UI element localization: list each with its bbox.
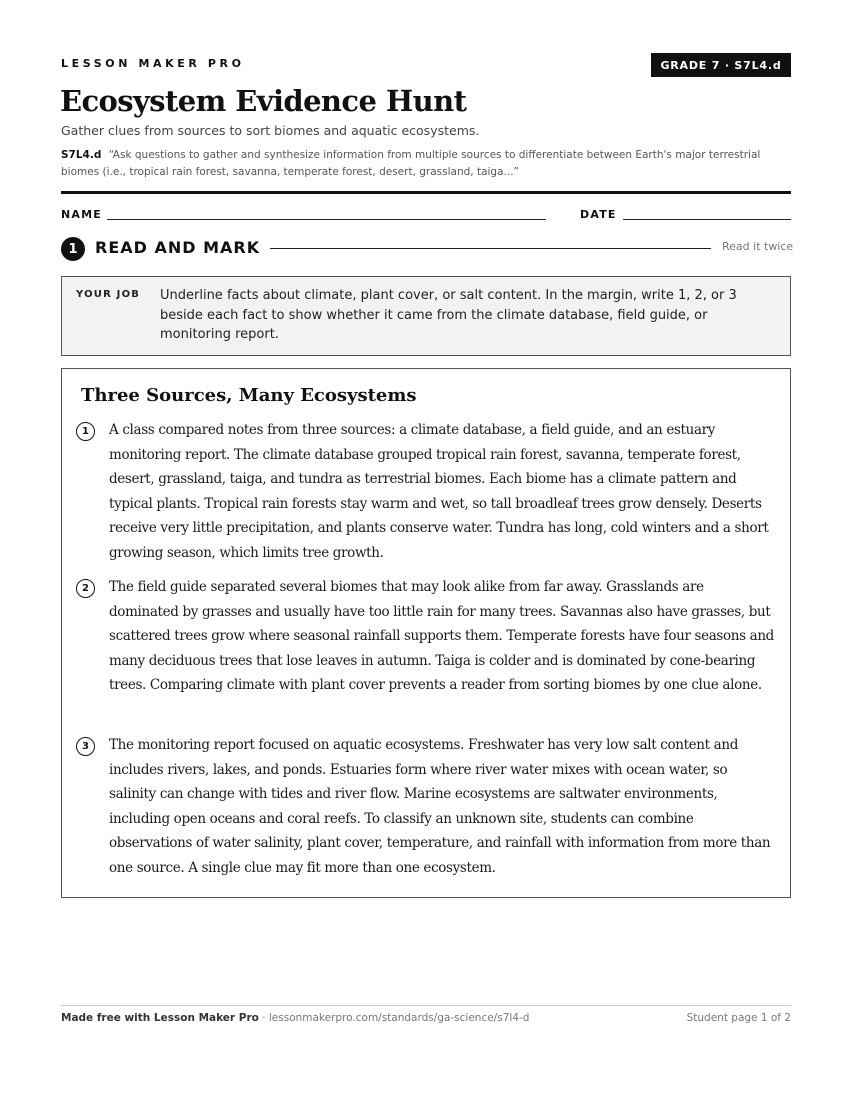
standard-code: S7L4.d xyxy=(61,149,102,161)
section-note: Read it twice xyxy=(722,240,794,253)
footer-divider xyxy=(61,1005,791,1006)
footer-separator: · xyxy=(258,1012,269,1024)
section-title: READ AND MARK xyxy=(95,238,261,257)
paragraph-number: 2 xyxy=(76,579,95,598)
paragraph-text: The monitoring report focused on aquatic ecosystems. Freshwater has very low salt content and includes rivers, lakes, and ponds. Estuaries form where river water mixes with ocean water, so salinity can change with tides and river flow. Marine ecosystems are saltwater environments, including open oceans and coral reefs. To classify an unknown site, students can combine observations of water salinity, plant cover, temperature, and rainfall with information from more than one source. A single clue may fit more than one ecosystem. xyxy=(109,737,771,876)
standard-description xyxy=(61,147,791,181)
job-text: Underline facts about climate, plant cover, or salt content. In the margin, write 1, 2, or 3 beside each fact to show whether it came from the climate database, field guide, or monitoring report. xyxy=(160,288,737,342)
section-number-badge: 1 xyxy=(61,237,85,261)
section-divider xyxy=(270,248,711,249)
footer-page-number: Student page 1 of 2 xyxy=(686,1012,791,1024)
name-label: NAME xyxy=(61,208,102,221)
footer-made-with: Made free with Lesson Maker Pro xyxy=(61,1012,259,1024)
footer-credit xyxy=(61,1012,529,1024)
job-instructions-box xyxy=(61,276,791,356)
header-divider xyxy=(61,191,791,194)
paragraph-text: A class compared notes from three sources: a climate database, a field guide, and an estuary monitoring report. The climate database grouped tropical rain forest, savanna, temperate forest, desert, grassland, taiga, and tundra as terrestrial biomes. Each biome has a climate pattern and typical plants. Tropical rain forests stay warm and wet, so tall broadleaf trees grow densely. Deserts receive very little precipitation, and plants conserve water. Tundra has long, cold winters and a short growing season, which limits tree growth. xyxy=(109,422,769,561)
paragraph-text: The field guide separated several biomes that may look alike from far away. Grasslands are dominated by grasses and usually have too little rain for many trees. Savannas also have grasses, but scattered trees grow where seasonal rainfall supports them. Temperate forests have four seasons and many deciduous trees that lose leaves in autumn. Taiga is colder and is dominated by cone-bearing trees. Comparing climate with plant cover prevents a reader from sorting biomes by one clue alone. xyxy=(109,579,774,694)
reading-title: Three Sources, Many Ecosystems xyxy=(81,385,417,406)
date-field[interactable] xyxy=(623,219,791,220)
date-label: DATE xyxy=(580,208,617,221)
name-field[interactable] xyxy=(107,219,546,220)
paragraph-number: 3 xyxy=(76,737,95,756)
grade-badge: GRADE 7 · S7L4.d xyxy=(651,53,791,77)
paragraph-number: 1 xyxy=(76,422,95,441)
reading-passage xyxy=(61,368,791,898)
standard-text: “Ask questions to gather and synthesize information from multiple sources to differentiate between Earth's major terrestrial biomes (i.e., tropical rain forest, savanna, temperate forest, desert, grassland, taiga...” xyxy=(61,149,761,178)
page-subtitle: Gather clues from sources to sort biomes and aquatic ecosystems. xyxy=(61,123,480,138)
footer-url[interactable]: lessonmakerpro.com/standards/ga-science/s7l4-d xyxy=(268,1012,530,1024)
brand-name: LESSON MAKER PRO xyxy=(61,57,245,70)
page-title: Ecosystem Evidence Hunt xyxy=(60,84,467,118)
job-label: YOUR JOB xyxy=(76,289,141,300)
